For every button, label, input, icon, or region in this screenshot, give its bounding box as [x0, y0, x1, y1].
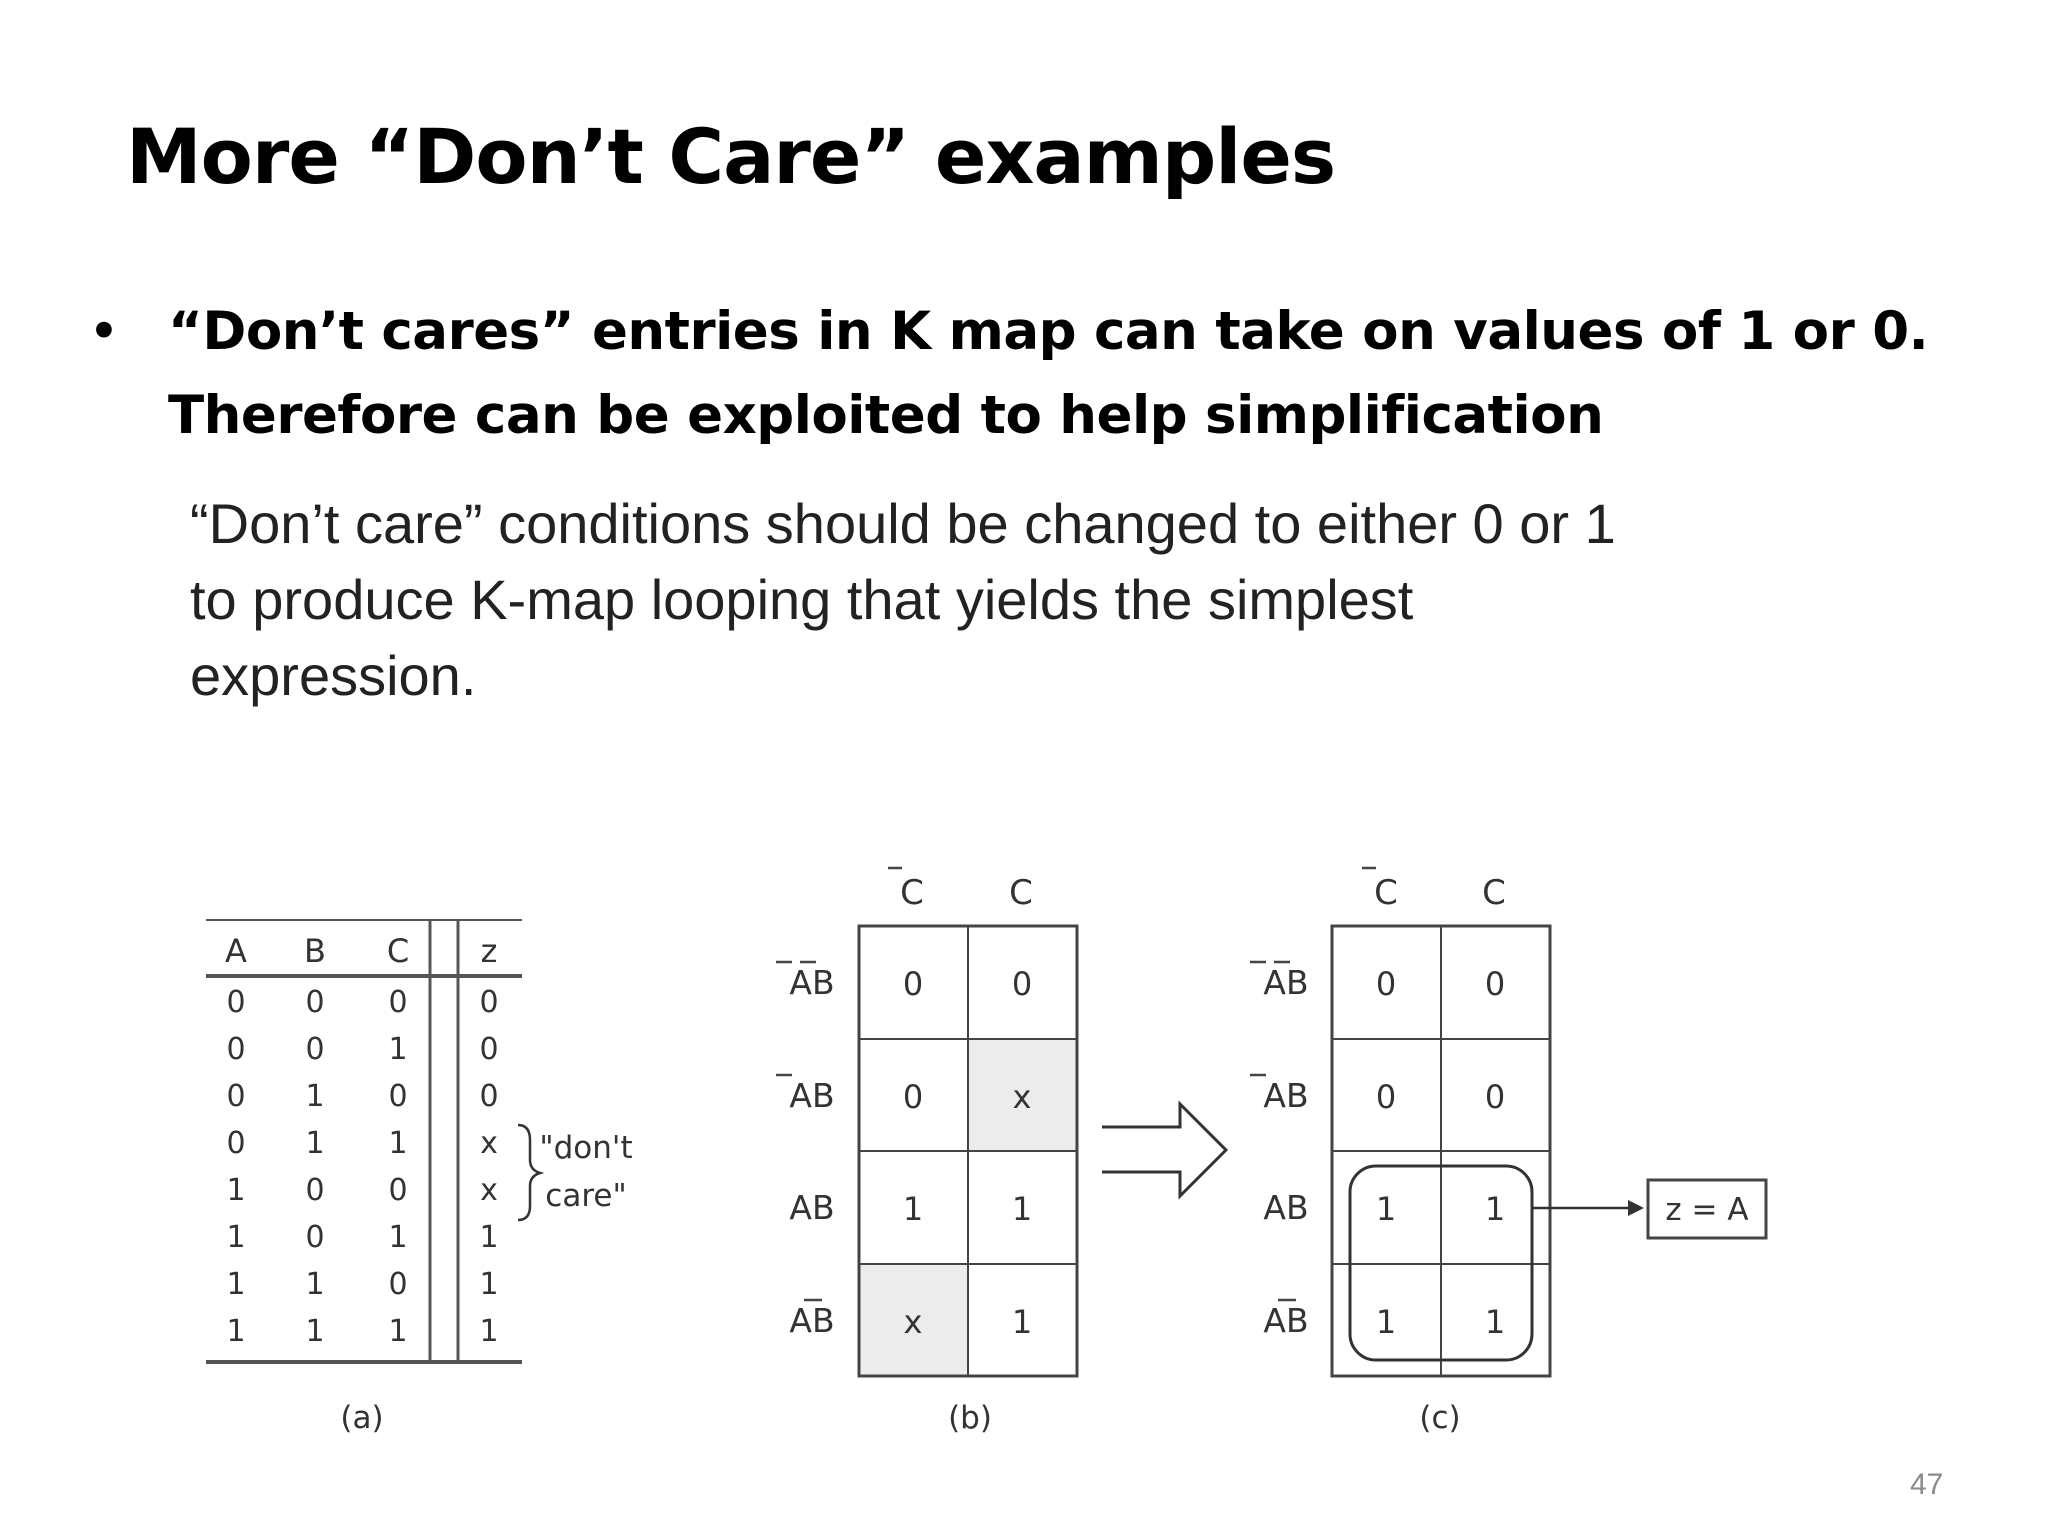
kmap-b-row-4: AB — [789, 1301, 835, 1340]
kmap-b-col-headers — [888, 868, 1033, 913]
kmap-b-col-c: C — [1009, 873, 1033, 913]
kmap-c-row-labels — [1250, 962, 1309, 1340]
quote-line-3: expression. — [190, 644, 477, 707]
table-cell: 1 — [226, 1314, 246, 1349]
kmap-b-cell: 0 — [1011, 965, 1033, 1003]
table-cell: 0 — [226, 985, 246, 1020]
kmap-b-row-labels — [776, 962, 835, 1340]
kmap-c-cell: 1 — [1375, 1190, 1397, 1228]
kmap-b-cell: x — [1012, 1078, 1032, 1116]
table-cell: 1 — [226, 1267, 246, 1302]
kmap-b-row-2: AB — [789, 1076, 835, 1115]
header-z: z — [480, 932, 498, 970]
kmap-c-row-3: AB — [1263, 1188, 1309, 1227]
kmap-c-row-2: AB — [1263, 1076, 1309, 1115]
kmap-c-cell: 1 — [1375, 1303, 1397, 1341]
table-cell: 1 — [479, 1314, 499, 1349]
kmap-c-row-4: AB — [1263, 1301, 1309, 1340]
table-cell: 1 — [388, 1032, 408, 1067]
kmap-b-cell: x — [903, 1303, 923, 1341]
table-cell: 0 — [305, 1220, 325, 1255]
table-cell: x — [480, 1173, 498, 1208]
kmap-b-cell: 1 — [1011, 1190, 1033, 1228]
kmap-b-cell: 1 — [902, 1190, 924, 1228]
caption-c: (c) — [1419, 1400, 1461, 1436]
result-arrow-icon — [1628, 1200, 1644, 1216]
kmap-c-cell: 0 — [1375, 1078, 1397, 1116]
caption-b: (b) — [948, 1400, 992, 1436]
header-c: C — [386, 932, 410, 970]
table-cell: 0 — [388, 1267, 408, 1302]
table-cell: 0 — [305, 985, 325, 1020]
table-cell: 0 — [226, 1079, 246, 1114]
page-number: 47 — [1910, 1468, 1944, 1501]
kmap-b-cell: 1 — [1011, 1303, 1033, 1341]
quote-line-2: to produce K-map looping that yields the simplest — [190, 568, 1414, 631]
quote-line-1: “Don’t care” conditions should be changed to either 0 or 1 — [190, 492, 1616, 555]
kmap-c-cell: 1 — [1484, 1190, 1506, 1228]
table-cell: 0 — [388, 1173, 408, 1208]
table-cell: 0 — [305, 1173, 325, 1208]
dont-care-label-1: "don't — [539, 1130, 633, 1166]
table-cell: 0 — [226, 1126, 246, 1161]
kmap-b-row-3: AB — [789, 1188, 835, 1227]
header-b: B — [304, 932, 326, 970]
table-cell: 1 — [479, 1267, 499, 1302]
slide-title: More “Don’t Care” examples — [126, 112, 1336, 201]
table-cell: 0 — [226, 1032, 246, 1067]
kmap-c-col-cbar: C — [1374, 873, 1398, 913]
kmap-c — [1250, 868, 1766, 1436]
table-cell: 0 — [479, 985, 499, 1020]
bullet-icon: • — [88, 300, 120, 363]
kmap-c-cell: 0 — [1375, 965, 1397, 1003]
kmap-c-row-1: AB — [1263, 963, 1309, 1002]
kmap-b-cell: 0 — [902, 1078, 924, 1116]
table-cell: 1 — [305, 1126, 325, 1161]
truth-table — [206, 920, 633, 1436]
kmap-c-cell: 0 — [1484, 965, 1506, 1003]
kmap-c-cell: 0 — [1484, 1078, 1506, 1116]
table-cell: 1 — [305, 1314, 325, 1349]
dont-care-label-2: care" — [545, 1178, 627, 1214]
kmap-b-col-cbar: C — [900, 873, 924, 913]
table-cell: x — [480, 1126, 498, 1161]
caption-a: (a) — [340, 1400, 384, 1436]
bullet-line-1: “Don’t cares” entries in K map can take on values of 1 or 0. — [168, 301, 1929, 362]
table-cell: 0 — [388, 1079, 408, 1114]
kmap-b — [776, 868, 1077, 1436]
table-cell: 0 — [388, 985, 408, 1020]
table-cell: 0 — [479, 1079, 499, 1114]
table-cell: 1 — [226, 1220, 246, 1255]
table-cell: 1 — [388, 1126, 408, 1161]
header-a: A — [225, 932, 247, 970]
kmap-c-col-headers — [1362, 868, 1506, 913]
kmap-b-cell: 0 — [902, 965, 924, 1003]
result-expression: z = A — [1665, 1192, 1749, 1228]
transform-arrow-icon — [1102, 1104, 1226, 1196]
table-cell: 1 — [305, 1267, 325, 1302]
table-cell: 1 — [388, 1314, 408, 1349]
kmap-c-cell: 1 — [1484, 1303, 1506, 1341]
kmap-b-row-1: AB — [789, 963, 835, 1002]
kmap-c-col-c: C — [1482, 873, 1506, 913]
table-cell: 0 — [305, 1032, 325, 1067]
dont-care-brace — [518, 1125, 540, 1220]
table-cell: 1 — [305, 1079, 325, 1114]
table-cell: 1 — [479, 1220, 499, 1255]
bullet-line-2: Therefore can be exploited to help simplification — [168, 385, 1604, 446]
table-cell: 1 — [226, 1173, 246, 1208]
table-cell: 1 — [388, 1220, 408, 1255]
table-cell: 0 — [479, 1032, 499, 1067]
